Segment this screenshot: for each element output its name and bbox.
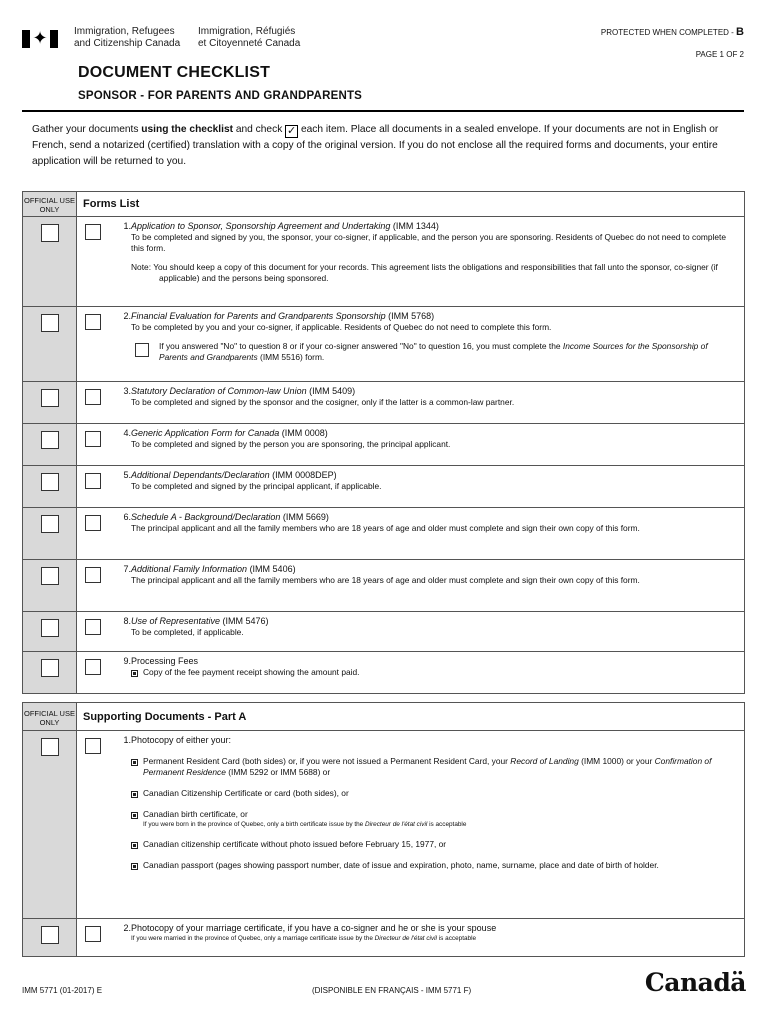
canada-flag-icon	[22, 30, 58, 48]
item-checkbox[interactable]	[85, 738, 101, 754]
table-row: 7. Additional Family Information (IMM 5406) The principal applicant and all the family members who are 18 years of age and older must complete and sign their own copy of this form.	[23, 560, 745, 612]
item-title: Photocopy of your marriage certificate, if you have a co-signer and he or she is your spouse	[131, 923, 497, 933]
bullet-item: Canadian birth certificate, or If you were born in the province of Quebec, only a birth certificate issue by the Directeur de l'état civil is acceptable	[131, 809, 738, 829]
department-name-french: Immigration, Réfugiés et Citoyenneté Canada	[198, 26, 301, 49]
item-note: Note: You should keep a copy of this document for your records. This agreement lists the obligations and responsibilities that fall unto the sponsor, co-signer (if applicable) and the persons being sponsored.	[131, 262, 718, 283]
table-row: 3. Statutory Declaration of Common-law Union (IMM 5409) To be completed and signed by the sponsor and the cosigner, only if the latter is a common-law partner.	[23, 382, 745, 424]
forms-list-table	[22, 191, 745, 694]
item-title: Schedule A - Background/Declaration (IMM 5669)	[131, 512, 329, 522]
item-description: To be completed and signed by the principal applicant, if applicable.	[131, 481, 382, 491]
conditional-sub-item: If you answered "No" to question 8 or if your co-signer answered "No" to question 16, you must complete the Income Sources for the Sponsorship of Parents and Grandparents (IMM 5516) form.	[135, 341, 738, 363]
item-title: Use of Representative (IMM 5476)	[131, 616, 269, 626]
official-checkbox[interactable]	[41, 515, 59, 533]
item-title: Statutory Declaration of Common-law Union (IMM 5409)	[131, 386, 356, 396]
item-checkbox[interactable]	[85, 926, 101, 942]
official-checkbox[interactable]	[41, 389, 59, 407]
item-description: The principal applicant and all the family members who are 18 years of age and older must complete and sign their own copy of this form.	[131, 523, 640, 533]
official-checkbox[interactable]	[41, 224, 59, 242]
item-description: To be completed and signed by the person you are sponsoring, the principal applicant.	[131, 439, 451, 449]
item-title: Photocopy of either your:	[131, 735, 232, 745]
supporting-documents-table	[22, 702, 745, 957]
check-icon: ✓	[287, 125, 297, 137]
document-subtitle: SPONSOR - FOR PARENTS AND GRANDPARENTS	[78, 90, 363, 102]
official-checkbox[interactable]	[41, 619, 59, 637]
table-row: 2. Financial Evaluation for Parents and Grandparents Sponsorship (IMM 5768) To be completed by you and your co-signer, if applicable. Residents of Quebec do not need to complete this form. If you answered "No" to question 8 or if your co-signer answered "No" to question 16, you must complete the Income Sources for the Sponsorship of Parents and Grandparents (IMM 5516) form.	[23, 307, 745, 382]
table-row: 1. Photocopy of either your: Permanent Resident Card (both sides) or, if you were not issued a Permanent Resident Card, your Record of Landing (IMM 1000) or your Confirmation of Permanent Residence (IMM 5292 or IMM 5688) or Canadian Citizenship Certificate or card (both sides), or Canadian birth certificate, or If you were born in the province of Quebec, only a birth certificate issue by the Directeur de l'état civil is acceptable Canadian citizenship certificate without photo issued before February 15, 1977, or Canadian passport (pages showing passport number, date of issue and expiration, photo, name, surname, place and date of birth of holder.	[23, 731, 745, 919]
table-row: 4. Generic Application Form for Canada (IMM 0008) To be completed and signed by the person you are sponsoring, the principal applicant.	[23, 424, 745, 466]
bullet-item: Permanent Resident Card (both sides) or, if you were not issued a Permanent Resident Card, your Record of Landing (IMM 1000) or your Confirmation of Permanent Residence (IMM 5292 or IMM 5688) or	[131, 756, 738, 778]
instructions-paragraph: Gather your documents using the checklist and check ✓ each item. Place all documents in a sealed envelope. If your documents are not in English or French, send a notarized (certified) translation with a copy of the original version. If you do not enclose all the required forms and documents, your entire application will be returned to you.	[32, 124, 719, 167]
table-row: 8. Use of Representative (IMM 5476) To be completed, if applicable.	[23, 612, 745, 652]
item-description: To be completed and signed by you, the sponsor, your co-signer, if applicable, and the person you are sponsoring. Residents of Quebec do not need to complete this form.	[131, 232, 727, 253]
table-row: 2. Photocopy of your marriage certificate, if you have a co-signer and he or she is your spouse If you were married in the province of Quebec, only a marriage certificate issue by the Directeur de l'état civil is acceptable	[23, 919, 745, 957]
table-row: 6. Schedule A - Background/Declaration (IMM 5669) The principal applicant and all the family members who are 18 years of age and older must complete and sign their own copy of this form.	[23, 508, 745, 560]
official-checkbox[interactable]	[41, 926, 59, 944]
official-checkbox[interactable]	[41, 431, 59, 449]
item-description: To be completed by you and your co-signer, if applicable. Residents of Quebec do not need to complete this form.	[131, 322, 552, 332]
page-number: PAGE 1 OF 2	[695, 50, 744, 59]
item-checkbox[interactable]	[85, 431, 101, 447]
official-use-header: OFFICIAL USE ONLY	[23, 703, 77, 731]
item-checkbox[interactable]	[85, 619, 101, 635]
bullet-item: Canadian Citizenship Certificate or card (both sides), or	[131, 788, 738, 799]
official-checkbox[interactable]	[41, 314, 59, 332]
official-use-header: OFFICIAL USE ONLY	[23, 192, 77, 217]
item-checkbox[interactable]	[85, 515, 101, 531]
document-title: DOCUMENT CHECKLIST	[78, 64, 271, 81]
form-identifier: IMM 5771 (01-2017) E	[22, 986, 103, 995]
official-checkbox[interactable]	[41, 659, 59, 677]
official-checkbox[interactable]	[41, 738, 59, 756]
table-row: 1. Application to Sponsor, Sponsorship Agreement and Undertaking (IMM 1344) To be completed and signed by you, the sponsor, your co-signer, if applicable, and the person you are sponsoring. Residents of Quebec do not need to complete this form. Note: You should keep a copy of this document for your records. This agreement lists the obligations and responsibilities that fall unto the sponsor, co-signer (if applicable) and the persons being sponsored.	[23, 217, 745, 307]
item-title: Application to Sponsor, Sponsorship Agreement and Undertaking (IMM 1344)	[131, 221, 439, 231]
item-title: Additional Dependants/Declaration (IMM 0008DEP)	[131, 470, 337, 480]
item-checkbox[interactable]	[85, 314, 101, 330]
item-title: Generic Application Form for Canada (IMM 0008)	[131, 428, 328, 438]
item-description: To be completed, if applicable.	[131, 627, 244, 637]
forms-list-heading: Forms List	[77, 192, 745, 217]
item-checkbox[interactable]	[85, 389, 101, 405]
department-name-english: Immigration, Refugees and Citizenship Canada	[74, 26, 181, 49]
supporting-documents-heading: Supporting Documents - Part A	[77, 703, 745, 731]
item-title: Processing Fees	[131, 656, 199, 666]
sub-item-checkbox[interactable]	[135, 343, 149, 357]
page-header	[0, 0, 768, 60]
item-checkbox[interactable]	[85, 224, 101, 240]
official-checkbox[interactable]	[41, 473, 59, 491]
french-availability-note: (DISPONIBLE EN FRANÇAIS - IMM 5771 F)	[312, 986, 472, 995]
table-row: 9. Processing Fees Copy of the fee payment receipt showing the amount paid.	[23, 652, 745, 694]
maple-leaf-icon: ✦	[32, 28, 48, 48]
item-title: Additional Family Information (IMM 5406)	[131, 564, 296, 574]
item-title: Financial Evaluation for Parents and Grandparents Sponsorship (IMM 5768)	[131, 311, 435, 321]
bullet-item: Canadian passport (pages showing passport number, date of issue and expiration, photo, name, surname, place and date of birth of holder.	[131, 860, 738, 871]
item-footnote: If you were married in the province of Quebec, only a marriage certificate issue by the Directeur de l'état civil is acceptable	[131, 935, 477, 942]
item-description: To be completed and signed by the sponsor and the cosigner, only if the latter is a common-law partner.	[131, 397, 515, 407]
bullet-item: Copy of the fee payment receipt showing the amount paid.	[131, 667, 738, 678]
bullet-footnote: If you were born in the province of Quebec, only a birth certificate issue by the Directeur de l'état civil is acceptable	[143, 821, 467, 828]
title-divider	[22, 110, 744, 112]
item-checkbox[interactable]	[85, 567, 101, 583]
protected-label: PROTECTED WHEN COMPLETED - B	[600, 26, 744, 38]
official-checkbox[interactable]	[41, 567, 59, 585]
item-checkbox[interactable]	[85, 659, 101, 675]
canada-wordmark: Canadä	[644, 968, 746, 997]
table-row: 5. Additional Dependants/Declaration (IMM 0008DEP) To be completed and signed by the principal applicant, if applicable.	[23, 466, 745, 508]
item-description: The principal applicant and all the family members who are 18 years of age and older must complete and sign their own copy of this form.	[131, 575, 640, 585]
bullet-item: Canadian citizenship certificate without photo issued before February 15, 1977, or	[131, 839, 738, 850]
item-checkbox[interactable]	[85, 473, 101, 489]
